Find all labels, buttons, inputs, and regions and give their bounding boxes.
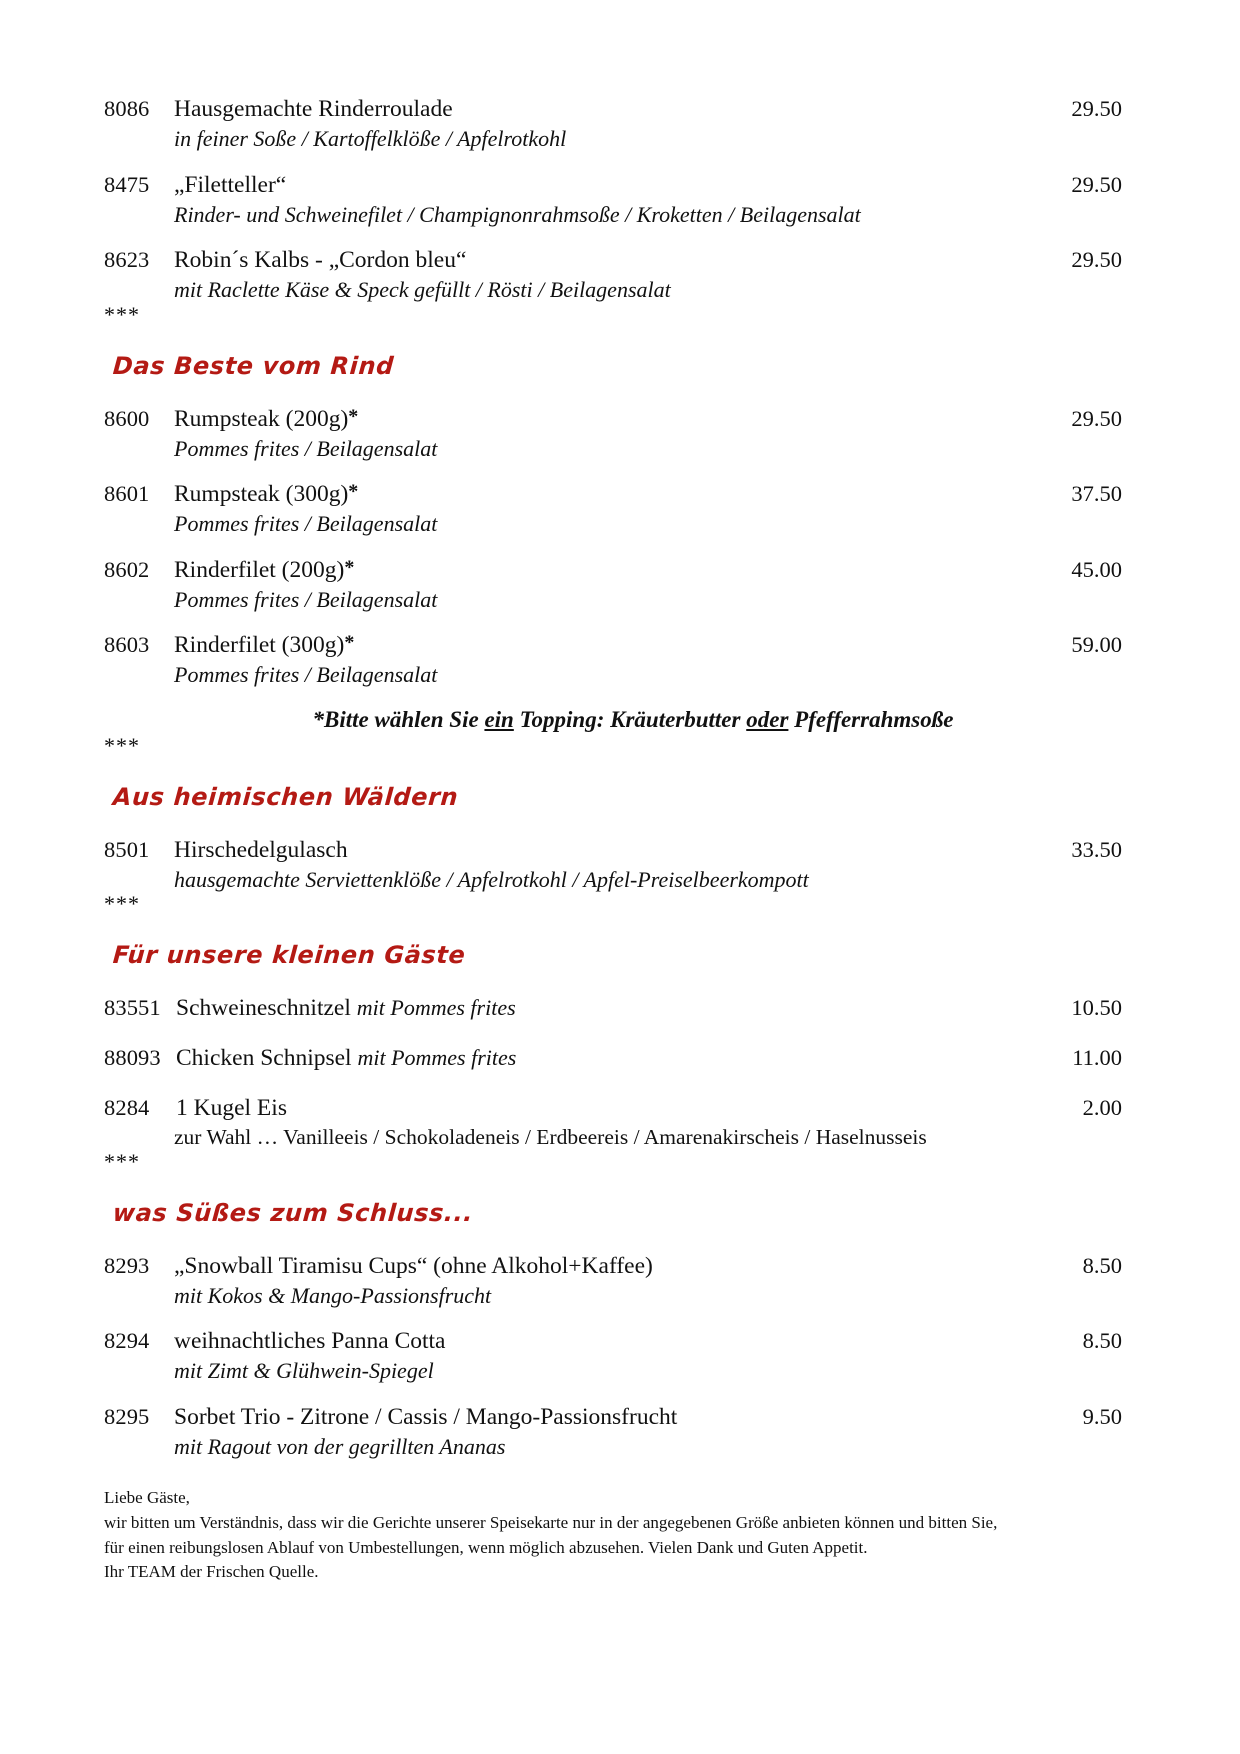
menu-item <box>104 1095 1122 1151</box>
item-name: „Snowball Tiramisu Cups“ (ohne Alkohol+Kaffee) <box>174 1252 653 1279</box>
item-name-suffix: mit Pommes frites <box>356 995 516 1020</box>
item-price: 11.00 <box>1072 1045 1122 1070</box>
item-description: Pommes frites / Beilagensalat <box>174 511 438 536</box>
menu-item-line <box>104 1404 1122 1431</box>
menu-item-line <box>104 1045 1122 1072</box>
footnote-star: * <box>344 631 355 654</box>
section-heading-wild: Aus heimischen Wäldern <box>112 782 460 811</box>
menu-item-line <box>104 995 1122 1022</box>
item-price: 29.50 <box>1071 96 1122 121</box>
item-code: 8623 <box>104 247 150 272</box>
menu-section-top <box>104 96 1122 326</box>
menu-item <box>104 247 1122 304</box>
menu-item-line <box>104 632 1122 659</box>
section-separator: *** <box>104 732 140 758</box>
item-description: Pommes frites / Beilagensalat <box>174 662 438 687</box>
menu-item <box>104 1253 1122 1310</box>
item-name-text: Rinderfilet (300g) <box>174 632 345 658</box>
menu-item-line <box>104 1328 1122 1355</box>
item-name-suffix: mit Pommes frites <box>357 1045 517 1070</box>
item-description: mit Kokos & Mango-Passionsfrucht <box>174 1282 492 1308</box>
section-separator: *** <box>104 891 140 916</box>
note-part-2: Topping: Kräuterbutter <box>513 706 747 732</box>
menu-section-wild <box>104 783 1122 916</box>
item-code: 8293 <box>104 1252 150 1278</box>
item-price: 37.50 <box>1071 481 1122 506</box>
menu-item <box>104 557 1122 614</box>
item-name: 1 Kugel Eis <box>176 1095 287 1121</box>
item-code: 8501 <box>104 836 150 862</box>
footnote-star: * <box>344 555 355 578</box>
item-name <box>172 481 1032 508</box>
menu-item <box>104 1045 1122 1072</box>
item-name: weihnachtliches Panna Cotta <box>174 1328 446 1355</box>
item-price: 9.50 <box>1082 1403 1122 1429</box>
item-price: 33.50 <box>1071 836 1122 862</box>
item-code: 8601 <box>104 481 150 506</box>
item-name-text: Rumpsteak (200g) <box>174 405 349 432</box>
footnote-star: * <box>348 480 359 503</box>
item-name <box>172 557 1032 584</box>
menu-section-rind <box>104 352 1122 757</box>
item-code: 8295 <box>104 1403 150 1429</box>
menu-item-line <box>104 1253 1122 1280</box>
menu-item <box>104 632 1122 689</box>
item-name: „Filetteller“ <box>174 171 287 198</box>
menu-item <box>104 1404 1122 1461</box>
section-separator: *** <box>104 1148 140 1174</box>
section-heading-rind: Das Beste vom Rind <box>112 351 395 380</box>
item-code: 8475 <box>104 171 150 197</box>
note-part-1: Bitte wählen Sie <box>324 706 485 732</box>
item-name <box>172 406 1032 433</box>
item-description: mit Ragout von der gegrillten Ananas <box>174 1433 506 1459</box>
item-price: 10.50 <box>1071 995 1122 1020</box>
menu-item-line <box>104 1095 1122 1122</box>
section-heading-kinder: Für unsere kleinen Gäste <box>112 941 467 969</box>
section-separator: *** <box>104 301 140 327</box>
item-name: Hirschedelgulasch <box>174 836 348 863</box>
item-price: 29.50 <box>1071 405 1122 431</box>
menu-item <box>104 481 1122 538</box>
item-description: hausgemachte Serviettenklöße / Apfelrotkohl / Apfel-Preiselbeerkompott <box>174 866 809 892</box>
item-description: Rinder- und Schweinefilet / Champignonrahmsoße / Kroketten / Beilagensalat <box>174 201 861 227</box>
footer-line-4: Ihr TEAM der Frischen Quelle. <box>104 1562 319 1582</box>
item-price: 8.50 <box>1082 1328 1122 1354</box>
item-description: in feiner Soße / Kartoffelklöße / Apfelrotkohl <box>174 126 567 151</box>
topping-note <box>144 707 1122 733</box>
footnote-star: * <box>348 404 359 427</box>
note-underline-2: oder <box>746 706 789 732</box>
item-price: 29.50 <box>1071 247 1122 272</box>
menu-item-line <box>104 96 1122 123</box>
item-price: 8.50 <box>1082 1252 1122 1278</box>
item-price: 2.00 <box>1082 1095 1122 1120</box>
menu-item-line <box>104 247 1122 274</box>
item-description: Pommes frites / Beilagensalat <box>174 435 438 461</box>
note-underline-1: ein <box>484 706 514 732</box>
section-heading-dessert: was Süßes zum Schluss... <box>112 1198 475 1227</box>
menu-item-line <box>104 172 1122 199</box>
item-code: 8600 <box>104 405 150 431</box>
menu-item <box>104 96 1122 153</box>
footer-line-2: wir bitten um Verständnis, dass wir die Gerichte unserer Speisekarte nur in der angegebenen Größe anbieten können und bitten Sie, <box>104 1513 998 1533</box>
item-description: zur Wahl … Vanilleeis / Schokoladeneis / Erdbeereis / Amarenakirscheis / Haselnusseis <box>174 1125 927 1149</box>
item-name: Robin´s Kalbs - „Cordon bleu“ <box>174 247 467 273</box>
menu-item <box>104 1328 1122 1385</box>
item-code: 8603 <box>104 632 150 657</box>
item-price: 59.00 <box>1071 632 1122 657</box>
menu-section-dessert <box>104 1199 1122 1461</box>
item-name-text: Chicken Schnipsel <box>176 1045 352 1071</box>
item-name <box>174 995 1032 1022</box>
menu-item-line <box>104 837 1122 864</box>
item-description: mit Zimt & Glühwein-Spiegel <box>174 1358 434 1384</box>
note-part-3: Pfefferrahmsoße <box>788 706 954 732</box>
menu-item <box>104 172 1122 229</box>
item-name-text: Rinderfilet (200g) <box>174 556 345 583</box>
menu-item-line <box>104 557 1122 584</box>
item-code: 8294 <box>104 1328 150 1354</box>
item-description: Pommes frites / Beilagensalat <box>174 586 438 612</box>
footer-note <box>104 1486 1122 1585</box>
menu-section-kinder <box>104 941 1122 1173</box>
menu-item-line <box>104 481 1122 508</box>
menu-item-line <box>104 406 1122 433</box>
item-code: 8086 <box>104 96 150 121</box>
item-description: mit Raclette Käse & Speck gefüllt / Rösti / Beilagensalat <box>174 277 671 302</box>
item-name: Sorbet Trio - Zitrone / Cassis / Mango-Passionsfrucht <box>174 1403 678 1430</box>
item-price: 45.00 <box>1071 556 1122 582</box>
menu-item <box>104 995 1122 1022</box>
footer-line-1: Liebe Gäste, <box>104 1488 190 1508</box>
item-name <box>174 1045 1032 1072</box>
item-price: 29.50 <box>1071 171 1122 197</box>
item-name-text: Rumpsteak (300g) <box>174 481 349 507</box>
footer-line-3: für einen reibungslosen Ablauf von Umbestellungen, wenn möglich abzusehen. Vielen Dank und Guten Appetit. <box>104 1537 868 1557</box>
menu-item <box>104 406 1122 463</box>
item-code: 8602 <box>104 556 150 582</box>
item-name-text: Schweineschnitzel <box>176 995 351 1021</box>
menu-item <box>104 837 1122 894</box>
footnote-star: * <box>312 706 325 732</box>
item-name: Hausgemachte Rinderroulade <box>174 96 453 122</box>
item-code: 8284 <box>104 1095 150 1120</box>
item-code: 83551 <box>104 995 161 1020</box>
item-name <box>172 632 1032 659</box>
item-code: 88093 <box>104 1045 161 1070</box>
